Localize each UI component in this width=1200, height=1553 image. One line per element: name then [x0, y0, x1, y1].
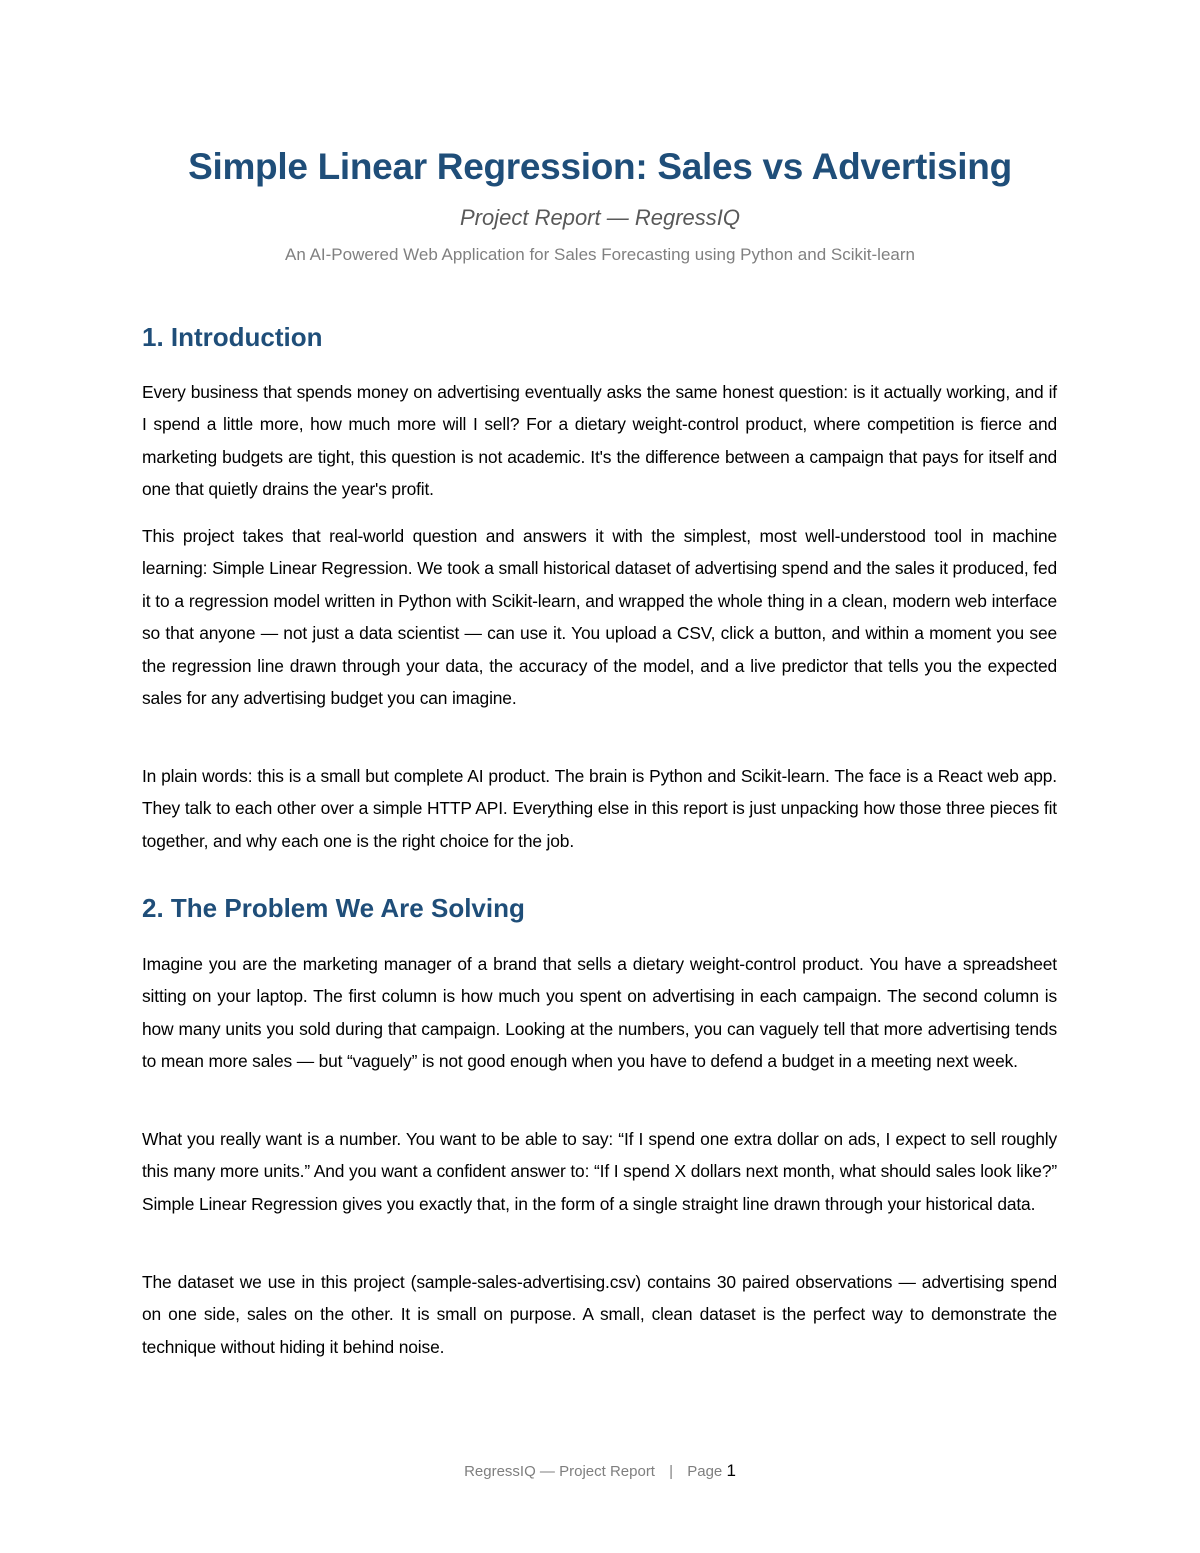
footer-page-label: Page [687, 1463, 723, 1480]
paragraph: This project takes that real-world question and answers it with the simplest, most well-understood tool in machine learning: Simple Linear Regression. We took a small historical dataset of advertising spend and the sales it produced, fed it to a regression model written in Python with Scikit-learn, and wrapped the whole thing in a clean, modern web interface so that anyone — not just a data scientist — can use it. You upload a CSV, click a button, and within a moment you see the regression line drawn through your data, the accuracy of the model, and a live predictor that tells you the expected sales for any advertising budget you can imagine. [142, 526, 1057, 709]
footer-separator: | [669, 1463, 674, 1480]
paragraph: Every business that spends money on advertising eventually asks the same honest question: is it actually working, and if I spend a little more, how much more will I sell? For a dietary weight-control product, where competition is fierce and marketing budgets are tight, this question is not academic. It's the difference between a campaign that pays for itself and one that quietly drains the year's profit. [142, 382, 1057, 500]
paragraph: What you really want is a number. You want to be able to say: “If I spend one extra dollar on ads, I expect to sell roughly this many more units.” And you want a confident answer to: “If I spend X dollars next month, what should sales look like?” Simple Linear Regression gives you exactly that, in the form of a single straight line drawn through your historical data. [142, 1129, 1057, 1214]
section-heading-introduction: 1. Introduction [142, 322, 323, 352]
document-tagline: An AI-Powered Web Application for Sales Forecasting using Python and Scikit-learn [285, 245, 915, 264]
document-title: Simple Linear Regression: Sales vs Advertising [188, 146, 1012, 187]
paragraph: The dataset we use in this project (sample-sales-advertising.csv) contains 30 paired observations — advertising spend on one side, sales on the other. It is small on purpose. A small, clean dataset is the perfect way to demonstrate the technique without hiding it behind noise. [142, 1272, 1057, 1357]
paragraph: In plain words: this is a small but complete AI product. The brain is Python and Scikit-learn. The face is a React web app. They talk to each other over a simple HTTP API. Everything else in this report is just unpacking how those three pieces fit together, and why each one is the right choice for the job. [142, 766, 1057, 851]
footer-text: RegressIQ — Project Report [464, 1463, 655, 1480]
footer-page-number: 1 [726, 1461, 736, 1480]
document-subtitle: Project Report — RegressIQ [460, 205, 740, 230]
paragraph: Imagine you are the marketing manager of a brand that sells a dietary weight-control product. You have a spreadsheet sitting on your laptop. The first column is how much you spent on advertising in each campaign. The second column is how many units you sold during that campaign. Looking at the numbers, you can vaguely tell that more advertising tends to mean more sales — but “vaguely” is not good enough when you have to defend a budget in a meeting next week. [142, 954, 1057, 1072]
page-footer [0, 1461, 1200, 1481]
section-heading-problem: 2. The Problem We Are Solving [142, 893, 525, 923]
